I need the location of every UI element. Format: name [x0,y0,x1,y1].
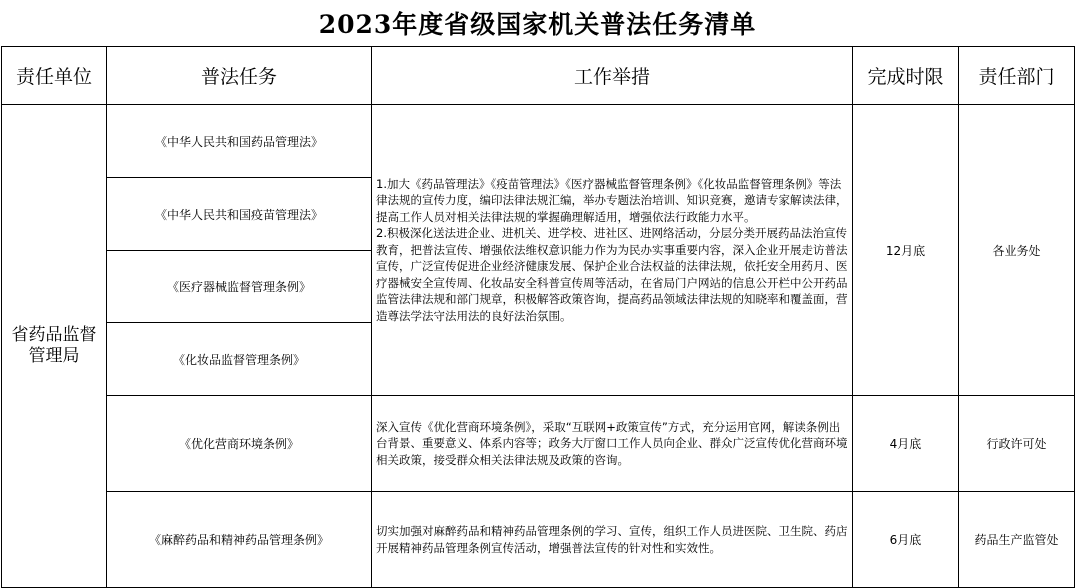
header-task: 普法任务 [107,47,372,105]
table-row [2,396,1075,492]
measure-item: 2.积极深化送法进企业、进机关、进学校、进社区、进网络活动，分层分类开展药品法治宣传教育，把普法宣传、增强依法维权意识能力作为为民办实事重要内容，深入企业开展走访普法宣传，广泛宣传促进企业经济健康发展、保护企业合法权益的法律法规，依托安全用药月、医疗器械安全宣传周、化妆品安全科普宣传周等活动，在省局门户网站的信息公开栏中公开药品监管法律法规和部门规章，积极解答政策咨询，提高药品领域法律法规的知晓率和覆盖面，营造尊法学法守法用法的良好法治氛围。 [376,226,848,323]
department-cell: 行政许可处 [959,396,1075,492]
header-deadline: 完成时限 [853,47,959,105]
header-unit: 责任单位 [2,47,107,105]
table-row [2,105,1075,178]
table-row [2,492,1075,588]
task-cell: 《中华人民共和国药品管理法》 [107,105,372,178]
document-title: 2023年度省级国家机关普法任务清单 [318,10,757,39]
task-table [1,46,1075,588]
task-cell: 《中华人民共和国疫苗管理法》 [107,178,372,251]
measures-cell: 切实加强对麻醉药品和精神药品管理条例的学习、宣传，组织工作人员进医院、卫生院、药店开展精神药品管理条例宣传活动，增强普法宣传的针对性和实效性。 [372,492,853,588]
task-cell: 《化妆品监督管理条例》 [107,323,372,396]
measures-cell: 深入宣传《优化营商环境条例》，采取“互联网+政策宣传”方式，充分运用官网，解读条例出台背景、重要意义、体系内容等；政务大厅窗口工作人员向企业、群众广泛宣传优化营商环境相关政策，接受群众相关法律法规及政策的咨询。 [372,396,853,492]
deadline-cell: 12月底 [853,105,959,396]
task-cell: 《优化营商环境条例》 [107,396,372,492]
deadline-cell: 4月底 [853,396,959,492]
header-department: 责任部门 [959,47,1075,105]
measure-item: 1.加大《药品管理法》《疫苗管理法》《医疗器械监督管理条例》《化妆品监督管理条例》等法律法规的宣传力度，编印法律法规汇编，举办专题法治培训、知识竞赛，邀请专家解读法律，提高工作人员对相关法律法规的掌握确理解适用，增强依法行政能力水平。 [376,176,848,224]
responsible-unit: 省药品监督管理局 [2,105,107,588]
deadline-cell: 6月底 [853,492,959,588]
task-cell: 《麻醉药品和精神药品管理条例》 [107,492,372,588]
header-measures: 工作举措 [372,47,853,105]
header-row [2,47,1075,105]
task-cell: 《医疗器械监督管理条例》 [107,251,372,323]
department-cell: 各业务处 [959,105,1075,396]
measures-cell [372,105,853,396]
department-cell: 药品生产监管处 [959,492,1075,588]
